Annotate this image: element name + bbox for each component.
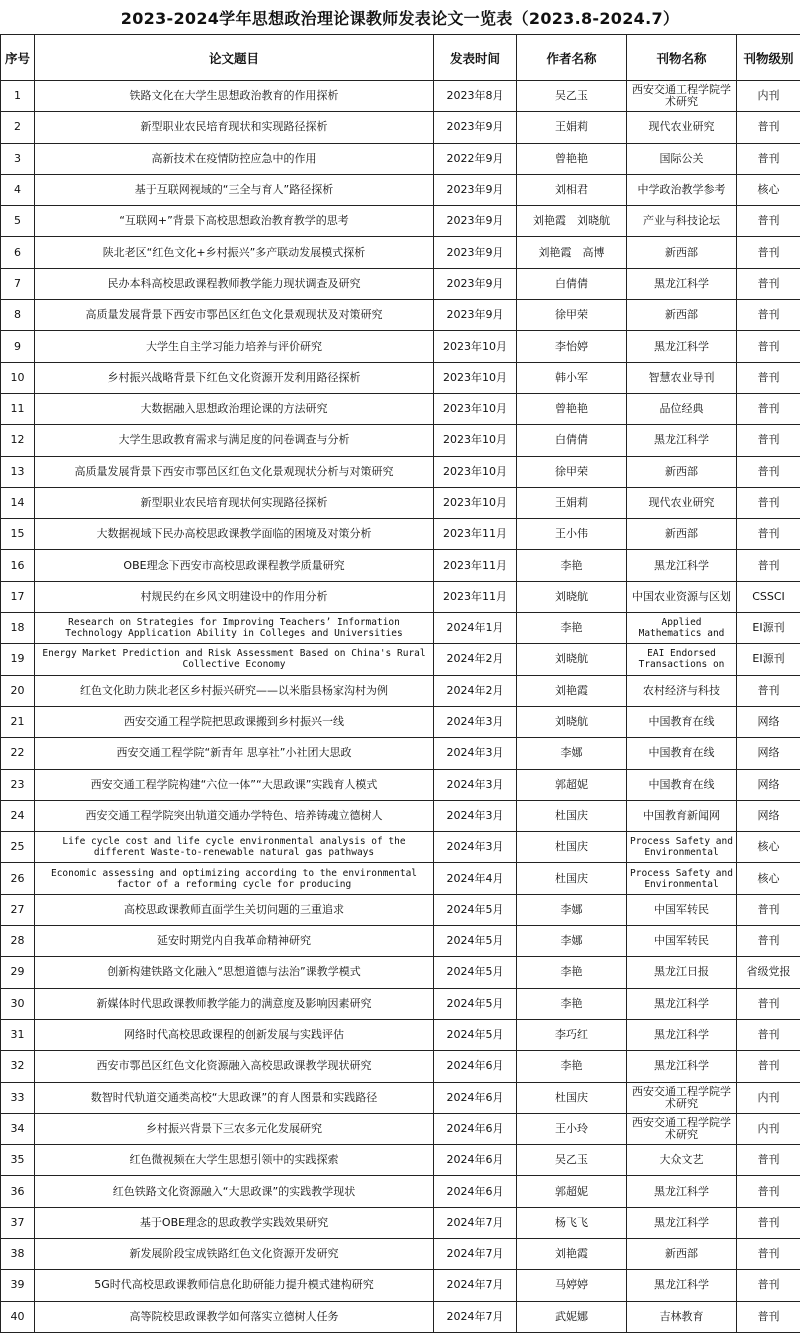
cell-level: EI源刊	[737, 613, 800, 644]
cell-date: 2023年9月	[434, 237, 517, 268]
cell-journal: 大众文艺	[627, 1145, 737, 1176]
cell-index: 38	[1, 1238, 35, 1269]
cell-index: 30	[1, 988, 35, 1019]
cell-title: 西安交通工程学院“新青年 思享社”小社团大思政	[35, 738, 434, 769]
cell-index: 37	[1, 1207, 35, 1238]
table-row	[1, 738, 800, 769]
cell-index: 10	[1, 362, 35, 393]
cell-author: 白倩倩	[517, 425, 627, 456]
table-row	[1, 1176, 800, 1207]
cell-level: 普刊	[737, 456, 800, 487]
cell-author: 马婷婷	[517, 1270, 627, 1301]
cell-index: 12	[1, 425, 35, 456]
cell-date: 2023年9月	[434, 300, 517, 331]
cell-author: 李娜	[517, 738, 627, 769]
cell-index: 21	[1, 706, 35, 737]
cell-level: 普刊	[737, 206, 800, 237]
cell-index: 16	[1, 550, 35, 581]
cell-journal: 中国教育在线	[627, 706, 737, 737]
cell-author: 曾艳艳	[517, 393, 627, 424]
cell-author: 刘晓航	[517, 581, 627, 612]
cell-journal: 智慧农业导刊	[627, 362, 737, 393]
cell-index: 11	[1, 393, 35, 424]
cell-level: 核心	[737, 174, 800, 205]
cell-index: 26	[1, 863, 35, 894]
table-row	[1, 331, 800, 362]
cell-title: 大学生思政教育需求与满足度的问卷调查与分析	[35, 425, 434, 456]
cell-title: 新媒体时代思政课教师教学能力的满意度及影响因素研究	[35, 988, 434, 1019]
cell-level: 普刊	[737, 237, 800, 268]
cell-title: 乡村振兴背景下三农多元化发展研究	[35, 1113, 434, 1144]
cell-index: 27	[1, 894, 35, 925]
cell-journal: 新西部	[627, 237, 737, 268]
cell-journal: 黑龙江科学	[627, 331, 737, 362]
cell-level: 普刊	[737, 1145, 800, 1176]
table-row	[1, 268, 800, 299]
cell-author: 李娜	[517, 894, 627, 925]
cell-date: 2023年11月	[434, 581, 517, 612]
cell-journal: 新西部	[627, 519, 737, 550]
cell-level: 普刊	[737, 425, 800, 456]
table-row	[1, 1082, 800, 1113]
table-row	[1, 237, 800, 268]
cell-author: 李娜	[517, 926, 627, 957]
header-title: 论文题目	[35, 35, 434, 81]
cell-journal: 黑龙江科学	[627, 1051, 737, 1082]
table-row	[1, 1145, 800, 1176]
cell-title: 红色文化助力陕北老区乡村振兴研究——以米脂县杨家沟村为例	[35, 675, 434, 706]
cell-level: 普刊	[737, 268, 800, 299]
cell-journal: Process Safety and Environmental	[627, 832, 737, 863]
cell-author: 刘艳霞	[517, 1238, 627, 1269]
cell-date: 2023年9月	[434, 174, 517, 205]
cell-title: 大数据融入思想政治理论课的方法研究	[35, 393, 434, 424]
table-row	[1, 1270, 800, 1301]
cell-level: 普刊	[737, 1176, 800, 1207]
cell-title: Economic assessing and optimizing according to the environmental factor of a reforming cycle for producing	[35, 863, 434, 894]
cell-index: 28	[1, 926, 35, 957]
cell-title: 铁路文化在大学生思想政治教育的作用探析	[35, 81, 434, 112]
cell-index: 32	[1, 1051, 35, 1082]
cell-title: 基于互联网视域的“三全与育人”路径探析	[35, 174, 434, 205]
cell-level: 普刊	[737, 550, 800, 581]
cell-author: 杜国庆	[517, 1082, 627, 1113]
cell-journal: 现代农业研究	[627, 112, 737, 143]
cell-date: 2023年10月	[434, 331, 517, 362]
cell-level: 网络	[737, 769, 800, 800]
cell-level: 普刊	[737, 300, 800, 331]
cell-level: 普刊	[737, 362, 800, 393]
cell-author: 李艳	[517, 613, 627, 644]
cell-journal: 中国教育新闻网	[627, 800, 737, 831]
cell-journal: 西安交通工程学院学术研究	[627, 1082, 737, 1113]
cell-title: 陕北老区“红色文化+乡村振兴”多产联动发展模式探析	[35, 237, 434, 268]
cell-index: 8	[1, 300, 35, 331]
cell-author: 徐甲荣	[517, 300, 627, 331]
table-row	[1, 456, 800, 487]
cell-title: Research on Strategies for Improving Teachers’ Information Technology Application Ability in Colleges and Universities	[35, 613, 434, 644]
cell-index: 3	[1, 143, 35, 174]
cell-date: 2024年3月	[434, 769, 517, 800]
cell-journal: 中国军转民	[627, 894, 737, 925]
cell-journal: 黑龙江科学	[627, 268, 737, 299]
cell-title: 高质量发展背景下西安市鄠邑区红色文化景观现状分析与对策研究	[35, 456, 434, 487]
table-row	[1, 988, 800, 1019]
cell-index: 23	[1, 769, 35, 800]
table-row	[1, 1051, 800, 1082]
cell-level: 内刊	[737, 1113, 800, 1144]
cell-author: 韩小军	[517, 362, 627, 393]
cell-index: 7	[1, 268, 35, 299]
cell-title: 创新构建铁路文化融入“思想道德与法治”课教学模式	[35, 957, 434, 988]
cell-date: 2023年9月	[434, 268, 517, 299]
cell-journal: 西安交通工程学院学术研究	[627, 81, 737, 112]
cell-author: 李艳	[517, 550, 627, 581]
cell-journal: 中国农业资源与区划	[627, 581, 737, 612]
cell-level: 普刊	[737, 143, 800, 174]
cell-date: 2023年10月	[434, 487, 517, 518]
cell-journal: 国际公关	[627, 143, 737, 174]
cell-index: 17	[1, 581, 35, 612]
cell-date: 2023年9月	[434, 112, 517, 143]
cell-date: 2024年4月	[434, 863, 517, 894]
cell-index: 40	[1, 1301, 35, 1332]
cell-date: 2024年3月	[434, 800, 517, 831]
cell-date: 2024年3月	[434, 706, 517, 737]
cell-index: 36	[1, 1176, 35, 1207]
cell-date: 2024年7月	[434, 1238, 517, 1269]
cell-date: 2023年9月	[434, 206, 517, 237]
cell-title: 大学生自主学习能力培养与评价研究	[35, 331, 434, 362]
table-row	[1, 675, 800, 706]
cell-index: 34	[1, 1113, 35, 1144]
cell-index: 2	[1, 112, 35, 143]
cell-title: Energy Market Prediction and Risk Assessment Based on China's Rural Collective Economy	[35, 644, 434, 675]
cell-level: 普刊	[737, 487, 800, 518]
cell-journal: 黑龙江科学	[627, 425, 737, 456]
cell-journal: 中国教育在线	[627, 738, 737, 769]
cell-date: 2024年6月	[434, 1113, 517, 1144]
cell-journal: EAI Endorsed Transactions on	[627, 644, 737, 675]
cell-title: 延安时期党内自我革命精神研究	[35, 926, 434, 957]
cell-index: 22	[1, 738, 35, 769]
cell-date: 2024年6月	[434, 1082, 517, 1113]
cell-level: 普刊	[737, 519, 800, 550]
cell-title: 新型职业农民培育现状和实现路径探析	[35, 112, 434, 143]
cell-author: 杜国庆	[517, 863, 627, 894]
table-row	[1, 1019, 800, 1050]
cell-index: 14	[1, 487, 35, 518]
cell-title: 高校思政课教师直面学生关切问题的三重追求	[35, 894, 434, 925]
cell-level: 普刊	[737, 112, 800, 143]
cell-journal: 中国军转民	[627, 926, 737, 957]
table-row	[1, 487, 800, 518]
cell-level: 内刊	[737, 1082, 800, 1113]
cell-author: 徐甲荣	[517, 456, 627, 487]
cell-title: 红色铁路文化资源融入“大思政课”的实践教学现状	[35, 1176, 434, 1207]
cell-title: 西安市鄠邑区红色文化资源融入高校思政课教学现状研究	[35, 1051, 434, 1082]
header-index: 序号	[1, 35, 35, 81]
cell-level: 普刊	[737, 1207, 800, 1238]
cell-index: 24	[1, 800, 35, 831]
cell-index: 6	[1, 237, 35, 268]
cell-title: 乡村振兴战略背景下红色文化资源开发利用路径探析	[35, 362, 434, 393]
cell-title: 新型职业农民培育现状何实现路径探析	[35, 487, 434, 518]
cell-index: 35	[1, 1145, 35, 1176]
header-author: 作者名称	[517, 35, 627, 81]
page-title: 2023-2024学年思想政治理论课教师发表论文一览表（2023.8-2024.7）	[120, 8, 680, 28]
cell-index: 15	[1, 519, 35, 550]
cell-title: OBE理念下西安市高校思政课程教学质量研究	[35, 550, 434, 581]
cell-author: 李艳	[517, 957, 627, 988]
cell-author: 王小伟	[517, 519, 627, 550]
cell-index: 18	[1, 613, 35, 644]
table-row	[1, 362, 800, 393]
cell-journal: 黑龙江科学	[627, 1019, 737, 1050]
table-row	[1, 894, 800, 925]
cell-date: 2024年7月	[434, 1207, 517, 1238]
cell-author: 吴乙玉	[517, 1145, 627, 1176]
cell-title: 红色微视频在大学生思想引领中的实践探索	[35, 1145, 434, 1176]
cell-author: 刘晓航	[517, 644, 627, 675]
table-row	[1, 300, 800, 331]
table-row	[1, 393, 800, 424]
cell-level: 网络	[737, 800, 800, 831]
table-row	[1, 1113, 800, 1144]
cell-level: 省级党报	[737, 957, 800, 988]
table-row	[1, 81, 800, 112]
cell-date: 2024年3月	[434, 832, 517, 863]
cell-title: 高新技术在疫情防控应急中的作用	[35, 143, 434, 174]
cell-author: 李巧红	[517, 1019, 627, 1050]
cell-title: 网络时代高校思政课程的创新发展与实践评估	[35, 1019, 434, 1050]
cell-journal: 中学政治教学参考	[627, 174, 737, 205]
cell-level: 普刊	[737, 675, 800, 706]
cell-journal: 新西部	[627, 300, 737, 331]
cell-journal: 黑龙江科学	[627, 988, 737, 1019]
cell-date: 2024年7月	[434, 1301, 517, 1332]
table-row	[1, 1238, 800, 1269]
cell-date: 2024年3月	[434, 738, 517, 769]
cell-journal: 黑龙江科学	[627, 550, 737, 581]
cell-level: 核心	[737, 863, 800, 894]
cell-level: 普刊	[737, 1238, 800, 1269]
header-date: 发表时间	[434, 35, 517, 81]
cell-author: 李怡婷	[517, 331, 627, 362]
cell-index: 5	[1, 206, 35, 237]
cell-index: 9	[1, 331, 35, 362]
cell-index: 31	[1, 1019, 35, 1050]
cell-journal: Process Safety and Environmental	[627, 863, 737, 894]
cell-journal: 新西部	[627, 456, 737, 487]
cell-journal: 西安交通工程学院学术研究	[627, 1113, 737, 1144]
cell-date: 2024年2月	[434, 675, 517, 706]
cell-journal: 黑龙江科学	[627, 1207, 737, 1238]
cell-title: 高质量发展背景下西安市鄠邑区红色文化景观现状及对策研究	[35, 300, 434, 331]
cell-author: 刘相君	[517, 174, 627, 205]
table-row	[1, 706, 800, 737]
cell-date: 2024年5月	[434, 1019, 517, 1050]
cell-level: 普刊	[737, 926, 800, 957]
cell-author: 王娟莉	[517, 487, 627, 518]
cell-date: 2023年11月	[434, 519, 517, 550]
cell-date: 2024年5月	[434, 894, 517, 925]
cell-title: 西安交通工程学院突出轨道交通办学特色、培养铸魂立德树人	[35, 800, 434, 831]
table-row	[1, 644, 800, 675]
table-body	[1, 81, 800, 1333]
cell-date: 2024年2月	[434, 644, 517, 675]
cell-journal: 新西部	[627, 1238, 737, 1269]
cell-author: 刘晓航	[517, 706, 627, 737]
cell-date: 2024年6月	[434, 1145, 517, 1176]
cell-title: 民办本科高校思政课程教师教学能力现状调查及研究	[35, 268, 434, 299]
cell-author: 郭超妮	[517, 1176, 627, 1207]
header-journal: 刊物名称	[627, 35, 737, 81]
cell-author: 郭超妮	[517, 769, 627, 800]
papers-table	[0, 34, 800, 1333]
cell-level: 普刊	[737, 1301, 800, 1332]
cell-date: 2023年8月	[434, 81, 517, 112]
cell-index: 13	[1, 456, 35, 487]
cell-journal: 现代农业研究	[627, 487, 737, 518]
cell-date: 2024年5月	[434, 957, 517, 988]
table-row	[1, 1301, 800, 1332]
cell-author: 刘艳霞	[517, 675, 627, 706]
cell-date: 2023年10月	[434, 456, 517, 487]
cell-title: 西安交通工程学院把思政课搬到乡村振兴一线	[35, 706, 434, 737]
cell-level: EI源刊	[737, 644, 800, 675]
cell-title: 高等院校思政课教学如何落实立德树人任务	[35, 1301, 434, 1332]
cell-index: 39	[1, 1270, 35, 1301]
cell-level: 网络	[737, 738, 800, 769]
cell-index: 1	[1, 81, 35, 112]
cell-author: 刘艳霞 高博	[517, 237, 627, 268]
table-row	[1, 206, 800, 237]
cell-date: 2024年1月	[434, 613, 517, 644]
cell-index: 25	[1, 832, 35, 863]
cell-journal: 黑龙江日报	[627, 957, 737, 988]
cell-level: 普刊	[737, 1051, 800, 1082]
cell-level: 普刊	[737, 393, 800, 424]
cell-date: 2024年6月	[434, 1051, 517, 1082]
cell-journal: 品位经典	[627, 393, 737, 424]
cell-date: 2024年6月	[434, 1176, 517, 1207]
cell-title: 5G时代高校思政课教师信息化助研能力提升模式建构研究	[35, 1270, 434, 1301]
cell-author: 王娟莉	[517, 112, 627, 143]
cell-author: 李艳	[517, 988, 627, 1019]
cell-title: 新发展阶段宝成铁路红色文化资源开发研究	[35, 1238, 434, 1269]
cell-index: 33	[1, 1082, 35, 1113]
cell-author: 曾艳艳	[517, 143, 627, 174]
cell-journal: 农村经济与科技	[627, 675, 737, 706]
cell-title: 基于OBE理念的思政教学实践效果研究	[35, 1207, 434, 1238]
cell-author: 武妮娜	[517, 1301, 627, 1332]
cell-author: 王小玲	[517, 1113, 627, 1144]
table-row	[1, 143, 800, 174]
cell-index: 19	[1, 644, 35, 675]
cell-date: 2024年5月	[434, 988, 517, 1019]
cell-author: 吴乙玉	[517, 81, 627, 112]
cell-title: “互联网+”背景下高校思想政治教育教学的思考	[35, 206, 434, 237]
cell-index: 29	[1, 957, 35, 988]
cell-journal: Applied Mathematics and	[627, 613, 737, 644]
table-row	[1, 1207, 800, 1238]
table-row	[1, 957, 800, 988]
cell-author: 杨飞飞	[517, 1207, 627, 1238]
cell-level: 网络	[737, 706, 800, 737]
header-level: 刊物级别	[737, 35, 800, 81]
cell-journal: 吉林教育	[627, 1301, 737, 1332]
cell-level: 普刊	[737, 331, 800, 362]
cell-index: 4	[1, 174, 35, 205]
cell-date: 2023年11月	[434, 550, 517, 581]
cell-title: 大数据视域下民办高校思政课教学面临的困境及对策分析	[35, 519, 434, 550]
cell-title: 村规民约在乡风文明建设中的作用分析	[35, 581, 434, 612]
table-row	[1, 769, 800, 800]
cell-level: 普刊	[737, 894, 800, 925]
cell-title: 数智时代轨道交通类高校“大思政课”的育人图景和实践路径	[35, 1082, 434, 1113]
cell-date: 2022年9月	[434, 143, 517, 174]
table-row	[1, 550, 800, 581]
table-row	[1, 800, 800, 831]
table-row	[1, 425, 800, 456]
cell-date: 2023年10月	[434, 362, 517, 393]
cell-level: 普刊	[737, 988, 800, 1019]
cell-title: Life cycle cost and life cycle environmental analysis of the different Waste-to-renewable natural gas pathways	[35, 832, 434, 863]
cell-level: 核心	[737, 832, 800, 863]
cell-date: 2024年7月	[434, 1270, 517, 1301]
table-row	[1, 581, 800, 612]
cell-journal: 黑龙江科学	[627, 1270, 737, 1301]
table-row	[1, 863, 800, 894]
cell-level: 普刊	[737, 1270, 800, 1301]
cell-author: 李艳	[517, 1051, 627, 1082]
table-row	[1, 613, 800, 644]
cell-author: 刘艳霞 刘晓航	[517, 206, 627, 237]
cell-title: 西安交通工程学院构建“六位一体”“大思政课”实践育人模式	[35, 769, 434, 800]
cell-level: 内刊	[737, 81, 800, 112]
table-row	[1, 112, 800, 143]
cell-journal: 产业与科技论坛	[627, 206, 737, 237]
table-row	[1, 926, 800, 957]
cell-date: 2023年10月	[434, 393, 517, 424]
table-row	[1, 519, 800, 550]
cell-date: 2024年5月	[434, 926, 517, 957]
cell-author: 杜国庆	[517, 800, 627, 831]
cell-author: 白倩倩	[517, 268, 627, 299]
header-row	[1, 35, 800, 81]
cell-author: 杜国庆	[517, 832, 627, 863]
cell-date: 2023年10月	[434, 425, 517, 456]
table-row	[1, 832, 800, 863]
cell-level: CSSCI	[737, 581, 800, 612]
cell-journal: 中国教育在线	[627, 769, 737, 800]
cell-index: 20	[1, 675, 35, 706]
table-row	[1, 174, 800, 205]
cell-level: 普刊	[737, 1019, 800, 1050]
cell-journal: 黑龙江科学	[627, 1176, 737, 1207]
